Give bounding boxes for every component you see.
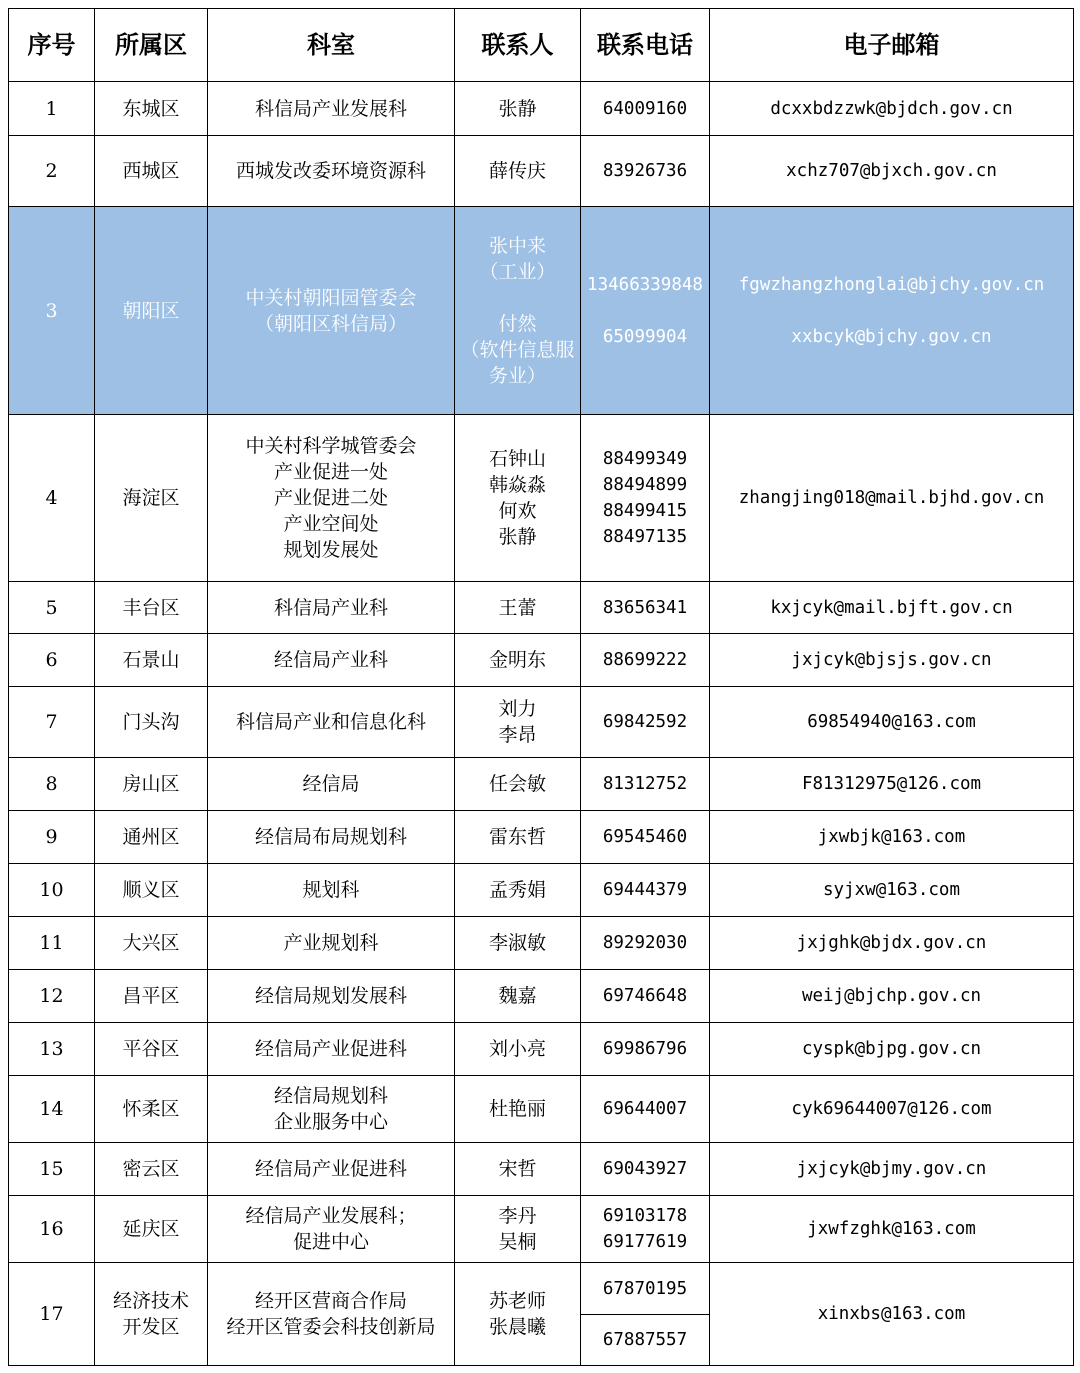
cell-phone: 69545460 — [581, 811, 710, 864]
cell-no: 3 — [9, 207, 95, 415]
cell-no: 8 — [9, 758, 95, 811]
cell-district: 延庆区 — [95, 1196, 208, 1263]
cell-district: 石景山 — [95, 634, 208, 687]
cell-phone: 69644007 — [581, 1076, 710, 1143]
cell-district: 门头沟 — [95, 687, 208, 758]
cell-contact: 魏嘉 — [455, 970, 581, 1023]
cell-phone: 88699222 — [581, 634, 710, 687]
cell-dept: 科信局产业和信息化科 — [208, 687, 455, 758]
cell-district: 怀柔区 — [95, 1076, 208, 1143]
contact-line: 何欢 — [498, 500, 537, 522]
cell-no: 10 — [9, 864, 95, 917]
cell-district: 海淀区 — [95, 415, 208, 582]
cell-contact: 金明东 — [455, 634, 581, 687]
cell-dept: 科信局产业科 — [208, 582, 455, 634]
phone-line: 88499349 — [602, 449, 688, 469]
cell-phone — [581, 415, 710, 582]
cell-contact — [455, 1263, 581, 1366]
cell-contact: 李淑敏 — [455, 917, 581, 970]
phone-line: 13466339848 — [587, 274, 703, 295]
cell-dept — [208, 1196, 455, 1263]
phone-subcell: 67870195 — [581, 1264, 709, 1315]
cell-no: 16 — [9, 1196, 95, 1263]
cell-email: dcxxbdzzwk@bjdch.gov.cn — [710, 82, 1074, 136]
cell-email: jxwfzghk@163.com — [710, 1196, 1074, 1263]
cell-dept: 西城发改委环境资源科 — [208, 136, 455, 207]
cell-no: 14 — [9, 1076, 95, 1143]
dept-line: 企业服务中心 — [273, 1111, 388, 1133]
cell-district: 东城区 — [95, 82, 208, 136]
cell-no: 5 — [9, 582, 95, 634]
contact-line: （工业） — [479, 260, 556, 283]
dept-line: 产业促进二处 — [273, 487, 388, 509]
phone-line: 88499415 — [602, 501, 688, 521]
dept-line: 中关村科学城管委会 — [245, 435, 417, 457]
table-row — [9, 811, 1074, 864]
header-phone: 联系电话 — [581, 9, 710, 82]
cell-contact: 任会敏 — [455, 758, 581, 811]
email-line: fgwzhangzhonglai@bjchy.gov.cn — [738, 274, 1045, 295]
district-line: 经济技术 — [112, 1290, 189, 1312]
cell-no: 9 — [9, 811, 95, 864]
cell-district: 朝阳区 — [95, 207, 208, 415]
cell-phone: 81312752 — [581, 758, 710, 811]
cell-phone: 69043927 — [581, 1143, 710, 1196]
contact-line: 张静 — [498, 526, 537, 548]
cell-dept — [208, 1076, 455, 1143]
dept-line: 规划发展处 — [283, 539, 379, 561]
cell-district: 丰台区 — [95, 582, 208, 634]
cell-dept — [208, 1263, 455, 1366]
contact-line: 韩焱淼 — [488, 474, 546, 496]
cell-contact: 雷东哲 — [455, 811, 581, 864]
table-row — [9, 1076, 1074, 1143]
contact-line: 苏老师 — [488, 1290, 546, 1312]
cell-district — [95, 1263, 208, 1366]
cell-district: 昌平区 — [95, 970, 208, 1023]
dept-line: 经开区营商合作局 — [254, 1290, 407, 1312]
cell-district: 大兴区 — [95, 917, 208, 970]
cell-contact: 张静 — [455, 82, 581, 136]
contact-line: 李丹 — [498, 1205, 537, 1227]
table-row — [9, 758, 1074, 811]
header-no: 序号 — [9, 9, 95, 82]
cell-no: 2 — [9, 136, 95, 207]
table-row — [9, 136, 1074, 207]
cell-phone: 83656341 — [581, 582, 710, 634]
cell-email: 69854940@163.com — [710, 687, 1074, 758]
cell-email: syjxw@163.com — [710, 864, 1074, 917]
cell-phone — [581, 207, 710, 415]
cell-no: 12 — [9, 970, 95, 1023]
cell-contact — [455, 1196, 581, 1263]
cell-phone: 83926736 — [581, 136, 710, 207]
cell-email: xchz707@bjxch.gov.cn — [710, 136, 1074, 207]
dept-line: 中关村朝阳园管委会 — [245, 286, 417, 309]
cell-no: 11 — [9, 917, 95, 970]
cell-dept: 经信局 — [208, 758, 455, 811]
contact-line: 务业） — [488, 364, 546, 387]
cell-phone: 69986796 — [581, 1023, 710, 1076]
table-row — [9, 634, 1074, 687]
cell-email: F81312975@126.com — [710, 758, 1074, 811]
phone-subcell: 67887557 — [602, 1329, 688, 1350]
cell-district: 顺义区 — [95, 864, 208, 917]
cell-contact — [455, 415, 581, 582]
cell-phone: 69746648 — [581, 970, 710, 1023]
contact-line: 吴桐 — [498, 1231, 537, 1253]
cell-contact: 宋哲 — [455, 1143, 581, 1196]
table-row — [9, 82, 1074, 136]
cell-email: jxjcyk@bjmy.gov.cn — [710, 1143, 1074, 1196]
cell-dept: 经信局布局规划科 — [208, 811, 455, 864]
cell-dept: 经信局规划发展科 — [208, 970, 455, 1023]
header-contact: 联系人 — [455, 9, 581, 82]
cell-district: 西城区 — [95, 136, 208, 207]
cell-district: 通州区 — [95, 811, 208, 864]
dept-line: 经开区管委会科技创新局 — [226, 1316, 436, 1338]
district-line: 开发区 — [122, 1316, 180, 1338]
table-row — [9, 1023, 1074, 1076]
contact-line: 张中来 — [488, 234, 546, 257]
contact-line: 刘力 — [498, 698, 537, 720]
contact-line: 张晨曦 — [488, 1316, 546, 1338]
cell-dept: 经信局产业促进科 — [208, 1023, 455, 1076]
cell-dept: 科信局产业发展科 — [208, 82, 455, 136]
header-email: 电子邮箱 — [710, 9, 1074, 82]
cell-contact: 王蕾 — [455, 582, 581, 634]
cell-phone: 69842592 — [581, 687, 710, 758]
dept-line: （朝阳区科信局） — [254, 312, 407, 335]
table-row-highlighted — [9, 207, 1074, 415]
dept-line: 促进中心 — [292, 1231, 369, 1253]
contact-line: （软件信息服 — [460, 338, 575, 361]
table-row — [9, 582, 1074, 634]
cell-dept: 经信局产业促进科 — [208, 1143, 455, 1196]
cell-dept — [208, 415, 455, 582]
cell-email: zhangjing018@mail.bjhd.gov.cn — [710, 415, 1074, 582]
cell-phone — [581, 1263, 710, 1366]
table-row — [9, 1196, 1074, 1263]
cell-contact — [455, 687, 581, 758]
cell-no: 4 — [9, 415, 95, 582]
table-row — [9, 1263, 1074, 1366]
cell-phone: 69444379 — [581, 864, 710, 917]
cell-dept: 产业规划科 — [208, 917, 455, 970]
cell-no: 6 — [9, 634, 95, 687]
table-row — [9, 864, 1074, 917]
cell-district: 房山区 — [95, 758, 208, 811]
contact-line: 付然 — [498, 312, 537, 335]
cell-dept — [208, 207, 455, 415]
cell-email: cyspk@bjpg.gov.cn — [710, 1023, 1074, 1076]
cell-no: 7 — [9, 687, 95, 758]
cell-phone: 64009160 — [581, 82, 710, 136]
table-row — [9, 917, 1074, 970]
cell-contact: 孟秀娟 — [455, 864, 581, 917]
cell-contact: 杜艳丽 — [455, 1076, 581, 1143]
table-row — [9, 970, 1074, 1023]
email-line: xxbcyk@bjchy.gov.cn — [791, 326, 992, 347]
header-row — [9, 9, 1074, 82]
dept-line: 产业空间处 — [283, 513, 379, 535]
contact-line: 石钟山 — [488, 448, 546, 470]
contact-table — [8, 8, 1074, 1366]
cell-district: 平谷区 — [95, 1023, 208, 1076]
table-row — [9, 415, 1074, 582]
header-dept: 科室 — [208, 9, 455, 82]
cell-email: jxwbjk@163.com — [710, 811, 1074, 864]
cell-email: weij@bjchp.gov.cn — [710, 970, 1074, 1023]
cell-dept: 经信局产业科 — [208, 634, 455, 687]
cell-no: 17 — [9, 1263, 95, 1366]
dept-line: 产业促进一处 — [273, 461, 388, 483]
phone-line: 69103178 — [602, 1206, 688, 1226]
cell-email — [710, 207, 1074, 415]
phone-line: 65099904 — [602, 326, 688, 347]
cell-dept: 规划科 — [208, 864, 455, 917]
cell-district: 密云区 — [95, 1143, 208, 1196]
cell-phone: 89292030 — [581, 917, 710, 970]
cell-contact: 刘小亮 — [455, 1023, 581, 1076]
cell-contact: 薛传庆 — [455, 136, 581, 207]
cell-email: kxjcyk@mail.bjft.gov.cn — [710, 582, 1074, 634]
dept-line: 经信局产业发展科； — [245, 1205, 417, 1227]
header-district: 所属区 — [95, 9, 208, 82]
phone-line: 88494899 — [602, 475, 688, 495]
cell-email: cyk69644007@126.com — [710, 1076, 1074, 1143]
cell-phone — [581, 1196, 710, 1263]
cell-contact — [455, 207, 581, 415]
cell-email: jxjcyk@bjsjs.gov.cn — [710, 634, 1074, 687]
table-row — [9, 1143, 1074, 1196]
cell-no: 13 — [9, 1023, 95, 1076]
phone-line: 88497135 — [602, 527, 688, 547]
phone-line: 69177619 — [602, 1232, 688, 1252]
cell-email: xinxbs@163.com — [710, 1263, 1074, 1366]
contact-line: 李昂 — [498, 724, 537, 746]
cell-no: 1 — [9, 82, 95, 136]
dept-line: 经信局规划科 — [273, 1085, 388, 1107]
cell-email: jxjghk@bjdx.gov.cn — [710, 917, 1074, 970]
table-row — [9, 687, 1074, 758]
cell-no: 15 — [9, 1143, 95, 1196]
